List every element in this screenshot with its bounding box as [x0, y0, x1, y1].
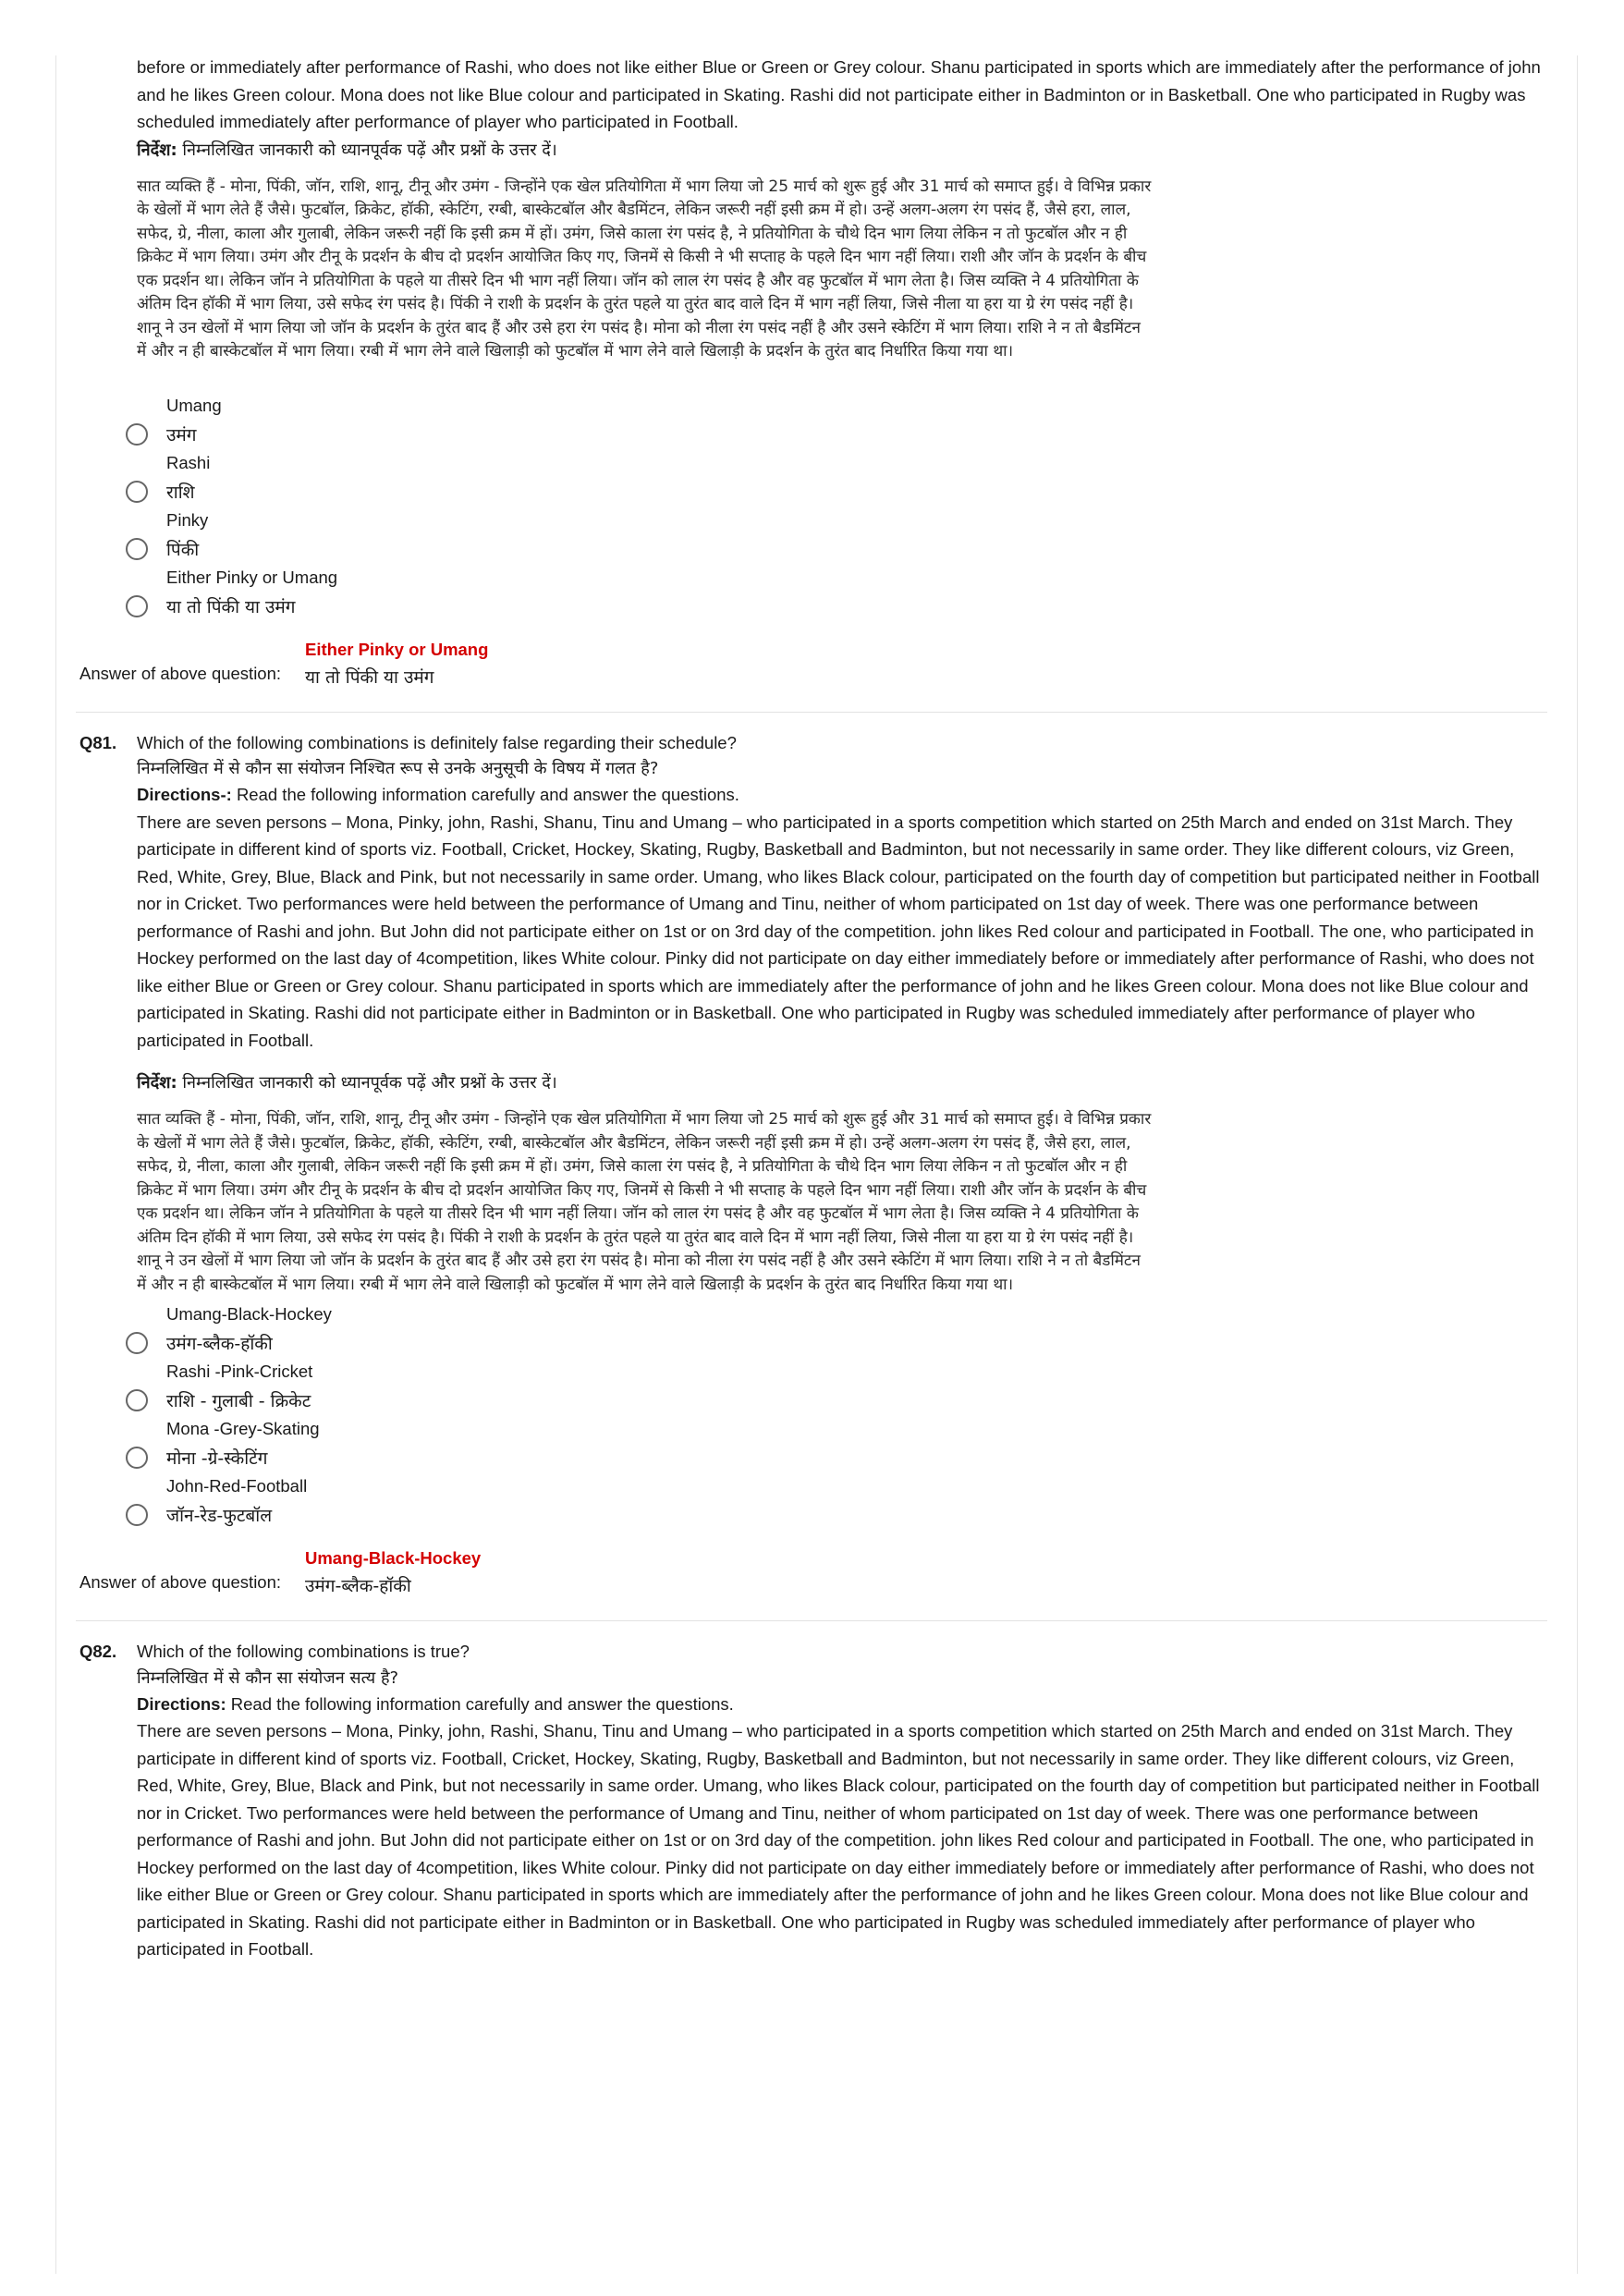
- hindi-directions: [137, 138, 1549, 163]
- answer-hindi: उमंग-ब्लैक-हॉकी: [305, 1576, 411, 1596]
- option-row[interactable]: [126, 534, 1549, 564]
- option-row[interactable]: [126, 1500, 1549, 1530]
- option-hindi: या तो पिंकी या उमंग: [166, 596, 296, 617]
- radio-button[interactable]: [126, 595, 148, 617]
- hindi-directions-text: निम्नलिखित जानकारी को ध्यानपूर्वक पढ़ें और प्रश्नों के उत्तर दें।: [182, 140, 557, 160]
- radio-button[interactable]: [126, 481, 148, 503]
- option-row[interactable]: [126, 592, 1549, 621]
- question-english: Which of the following combinations is true?: [137, 1642, 470, 1661]
- q80-options: [79, 392, 1549, 621]
- option-english: Pinky: [166, 509, 209, 530]
- directions-text: Read the following information carefully and answer the questions.: [230, 1693, 734, 1714]
- option-english: Either Pinky or Umang: [166, 567, 338, 587]
- option-english: Umang: [166, 395, 222, 415]
- hindi-directions: [137, 1070, 1549, 1095]
- option-english: John-Red-Football: [166, 1476, 308, 1496]
- directions: [137, 781, 1549, 809]
- question-english: Which of the following combinations is definitely false regarding their schedule?: [137, 732, 737, 752]
- answer-english: Umang-Black-Hockey: [305, 1548, 482, 1568]
- answer-label: Answer of above question:: [79, 663, 282, 683]
- option-english: Rashi: [166, 452, 211, 472]
- option-hindi: जॉन-रेड-फुटबॉल: [166, 1506, 273, 1526]
- question-divider: [76, 1620, 1547, 1621]
- option: [126, 1415, 1549, 1472]
- answer-english: Either Pinky or Umang: [305, 639, 489, 659]
- radio-button[interactable]: [126, 423, 148, 446]
- option: [126, 1301, 1549, 1358]
- option-hindi: पिंकी: [166, 539, 200, 560]
- option-hindi: उमंग-ब्लैक-हॉकी: [166, 1334, 273, 1354]
- english-passage: There are seven persons – Mona, Pinky, john, Rashi, Shanu, Tinu and Umang – who participated in a sports competition which started on 25th March and ended on 31st March. They participate in different kind of sports viz. Football, Cricket, Hockey, Skating, Rugby, Basketball and Badminton, but not necessarily in same order. They like different colours, viz Green, Red, White, Grey, Blue, Black and Pink, but not necessarily in same order. Umang, who likes Black colour, participated on the fourth day of competition but participated neither in Football nor in Cricket. Two performances were held between the performance of Umang and Tinu, neither of whom participated on 1st day of week. There was one performance between performance of Rashi and john. But John did not participate either on 1st or on 3rd day of the competition. john likes Red colour and participated in Football. The one, who participated in Hockey performed on the last day of 4competition, likes White colour. Pinky did not participate on day either immediately before or immediately after performance of Rashi, who does not like either Blue or Green or Grey colour. Shanu participated in sports which are immediately after the performance of john and he likes Green colour. Mona does not like Blue colour and participated in Skating. Rashi did not participate either in Badminton or in Basketball. One who participated in Rugby was scheduled immediately after performance of player who participated in Football.: [137, 1721, 1540, 1959]
- radio-button[interactable]: [126, 538, 148, 560]
- q81-options: [79, 1301, 1549, 1530]
- radio-button[interactable]: [126, 1389, 148, 1411]
- option: [126, 1472, 1549, 1530]
- option-row[interactable]: [126, 477, 1549, 507]
- hindi-directions-label: निर्देश:: [137, 140, 177, 160]
- answer-label: Answer of above question:: [79, 1572, 282, 1592]
- option: [126, 449, 1549, 507]
- english-passage: There are seven persons – Mona, Pinky, john, Rashi, Shanu, Tinu and Umang – who participated in a sports competition which started on 25th March and ended on 31st March. They participate in different kind of sports viz. Football, Cricket, Hockey, Skating, Rugby, Basketball and Badminton, but not necessarily in same order. They like different colours, viz Green, Red, White, Grey, Blue, Black and Pink, but not necessarily in same order. Umang, who likes Black colour, participated on the fourth day of competition but participated neither in Football nor in Cricket. Two performances were held between the performance of Umang and Tinu, neither of whom participated on 1st day of week. There was one performance between performance of Rashi and john. But John did not participate either on 1st or on 3rd day of the competition. john likes Red colour and participated in Football. The one, who participated in Hockey performed on the last day of 4competition, likes White colour. Pinky did not participate on day either immediately before or immediately after performance of Rashi, who does not like either Blue or Green or Grey colour. Shanu participated in sports which are immediately after the performance of john and he likes Green colour. Mona does not like Blue colour and participated in Skating. Rashi did not participate either in Badminton or in Basketball. One who participated in Rugby was scheduled immediately after performance of player who participated in Football.: [137, 812, 1540, 1050]
- directions: [137, 1691, 1549, 1718]
- option-english: Mona -Grey-Skating: [166, 1419, 320, 1438]
- option-english: Rashi -Pink-Cricket: [166, 1362, 313, 1381]
- option-hindi: राशि - गुलाबी - क्रिकेट: [166, 1391, 311, 1411]
- q81: [79, 729, 1549, 1601]
- option: [126, 392, 1549, 449]
- q81-answer: [79, 1545, 1549, 1600]
- option: [126, 507, 1549, 564]
- question-number: Q82.: [79, 1642, 117, 1661]
- hindi-directions-label: निर्देश:: [137, 1073, 177, 1093]
- option-hindi: उमंग: [166, 424, 197, 446]
- directions-label: Directions-:: [137, 785, 232, 804]
- option-english: Umang-Black-Hockey: [166, 1304, 332, 1324]
- answer-hindi: या तो पिंकी या उमंग: [305, 666, 434, 688]
- option-row[interactable]: [126, 1386, 1549, 1415]
- question-hindi: निम्नलिखित में से कौन सा संयोजन सत्य है?: [137, 1667, 399, 1688]
- question-hindi: निम्नलिखित में से कौन सा संयोजन निश्चित रूप से उनके अनुसूची के विषय में गलत है?: [137, 759, 659, 778]
- question-content: [79, 54, 1549, 1963]
- option-hindi: राशि: [166, 482, 195, 503]
- question-divider: [76, 712, 1547, 713]
- q80-answer: [79, 636, 1549, 691]
- directions-text: Read the following information carefully and answer the questions.: [236, 785, 739, 804]
- english-passage-tail: before or immediately after performance of Rashi, who does not like either Blue or Green or Grey colour. Shanu participated in sports which are immediately after the performance of john and he likes Green colour. Mona does not like Blue colour and participated in Skating. Rashi did not participate either in Badminton or in Basketball. One who participated in Rugby was scheduled immediately after performance of player who participated in Football.: [137, 57, 1541, 131]
- radio-button[interactable]: [126, 1332, 148, 1354]
- hindi-passage: सात व्यक्ति हैं - मोना, पिंकी, जॉन, राशि, शानू, टीनू और उमंग - जिन्होंने एक खेल प्रतियोगिता में भाग लिया जो 25 मार्च को शुरू हुई और 31 मार्च को समाप्त हुई। वे विभिन्न प्रकार के खेलों में भाग लेते हैं जैसे। फुटबॉल, क्रिकेट, हॉकी, स्केटिंग, रग्बी, बास्केटबॉल और बैडमिंटन, लेकिन जरूरी नहीं इसी क्रम में हो। उन्हें अलग-अलग रंग पसंद हैं, जैसे हरा, लाल, सफेद, ग्रे, नीला, काला और गुलाबी, लेकिन जरूरी नहीं कि इसी क्रम में हों। उमंग, जिसे काला रंग पसंद है, ने प्रतियोगिता के चौथे दिन भाग लिया लेकिन न तो फुटबॉल और न ही क्रिकेट में भाग लिया। उमंग और टीनू के प्रदर्शन के बीच दो प्रदर्शन आयोजित किए गए, जिनमें से किसी ने भी सप्ताह के पहले दिन भाग नहीं लिया। राशी और जॉन के प्रदर्शन के बीच एक प्रदर्शन था। लेकिन जॉन ने प्रतियोगिता के पहले या तीसरे दिन भी भाग नहीं लिया। जॉन को लाल रंग पसंद है और वह फुटबॉल में भाग लेता है। जिस व्यक्ति ने 4 प्रतियोगिता के अंतिम दिन हॉकी में भाग लिया, उसे सफेद रंग पसंद है। पिंकी ने राशी के प्रदर्शन के तुरंत पहले या तुरंत बाद वाले दिन में भाग नहीं लिया, जिसे नीला या हरा या ग्रे रंग पसंद नहीं है। शानू ने उन खेलों में भाग लिया जो जॉन के प्रदर्शन के तुरंत बाद हैं और उसे हरा रंग पसंद है। मोना को नीला रंग पसंद नहीं है और उसने स्केटिंग में भाग लिया। राशि ने न तो बैडमिंटन में और न ही बास्केटबॉल में भाग लिया। रग्बी में भाग लेने वाले खिलाड़ी को फुटबॉल में भाग लेने वाले खिलाड़ी के प्रदर्शन के तुरंत बाद निर्धारित किया गया था।: [137, 177, 1152, 360]
- directions-label: Directions:: [137, 1693, 226, 1714]
- option-row[interactable]: [126, 1328, 1549, 1358]
- option: [126, 1358, 1549, 1415]
- option-hindi: मोना -ग्रे-स्केटिंग: [166, 1448, 268, 1469]
- question-number: Q81.: [79, 732, 117, 752]
- radio-button[interactable]: [126, 1447, 148, 1469]
- hindi-passage: सात व्यक्ति हैं - मोना, पिंकी, जॉन, राशि, शानू, टीनू और उमंग - जिन्होंने एक खेल प्रतियोगिता में भाग लिया जो 25 मार्च को शुरू हुई और 31 मार्च को समाप्त हुई। वे विभिन्न प्रकार के खेलों में भाग लेते हैं जैसे। फुटबॉल, क्रिकेट, हॉकी, स्केटिंग, रग्बी, बास्केटबॉल और बैडमिंटन, लेकिन जरूरी नहीं इसी क्रम में हो। उन्हें अलग-अलग रंग पसंद हैं, जैसे हरा, लाल, सफेद, ग्रे, नीला, काला और गुलाबी, लेकिन जरूरी नहीं कि इसी क्रम में हों। उमंग, जिसे काला रंग पसंद है, ने प्रतियोगिता के चौथे दिन भाग लिया लेकिन न तो फुटबॉल और न ही क्रिकेट में भाग लिया। उमंग और टीनू के प्रदर्शन के बीच दो प्रदर्शन आयोजित किए गए, जिनमें से किसी ने भी सप्ताह के पहले दिन भाग नहीं लिया। राशी और जॉन के प्रदर्शन के बीच एक प्रदर्शन था। लेकिन जॉन ने प्रतियोगिता के पहले या तीसरे दिन भी भाग नहीं लिया। जॉन को लाल रंग पसंद है और वह फुटबॉल में भाग लेता है। जिस व्यक्ति ने 4 प्रतियोगिता के अंतिम दिन हॉकी में भाग लिया, उसे सफेद रंग पसंद है। पिंकी ने राशी के प्रदर्शन के तुरंत पहले या तुरंत बाद वाले दिन में भाग नहीं लिया, जिसे नीला या हरा या ग्रे रंग पसंद नहीं है। शानू ने उन खेलों में भाग लिया जो जॉन के प्रदर्शन के तुरंत बाद हैं और उसे हरा रंग पसंद है। मोना को नीला रंग पसंद नहीं है और उसने स्केटिंग में भाग लिया। राशि ने न तो बैडमिंटन में और न ही बास्केटबॉल में भाग लिया। रग्बी में भाग लेने वाले खिलाड़ी को फुटबॉल में भाग लेने वाले खिलाड़ी के प्रदर्शन के तुरंत बाद निर्धारित किया गया था।: [137, 1110, 1152, 1294]
- option: [126, 564, 1549, 621]
- radio-button[interactable]: [126, 1504, 148, 1526]
- hindi-directions-text: निम्नलिखित जानकारी को ध्यानपूर्वक पढ़ें और प्रश्नों के उत्तर दें।: [182, 1073, 557, 1093]
- q80-passage-continuation: [79, 54, 1549, 364]
- q82: [79, 1638, 1549, 1963]
- option-row[interactable]: [126, 1443, 1549, 1472]
- option-row[interactable]: [126, 420, 1549, 449]
